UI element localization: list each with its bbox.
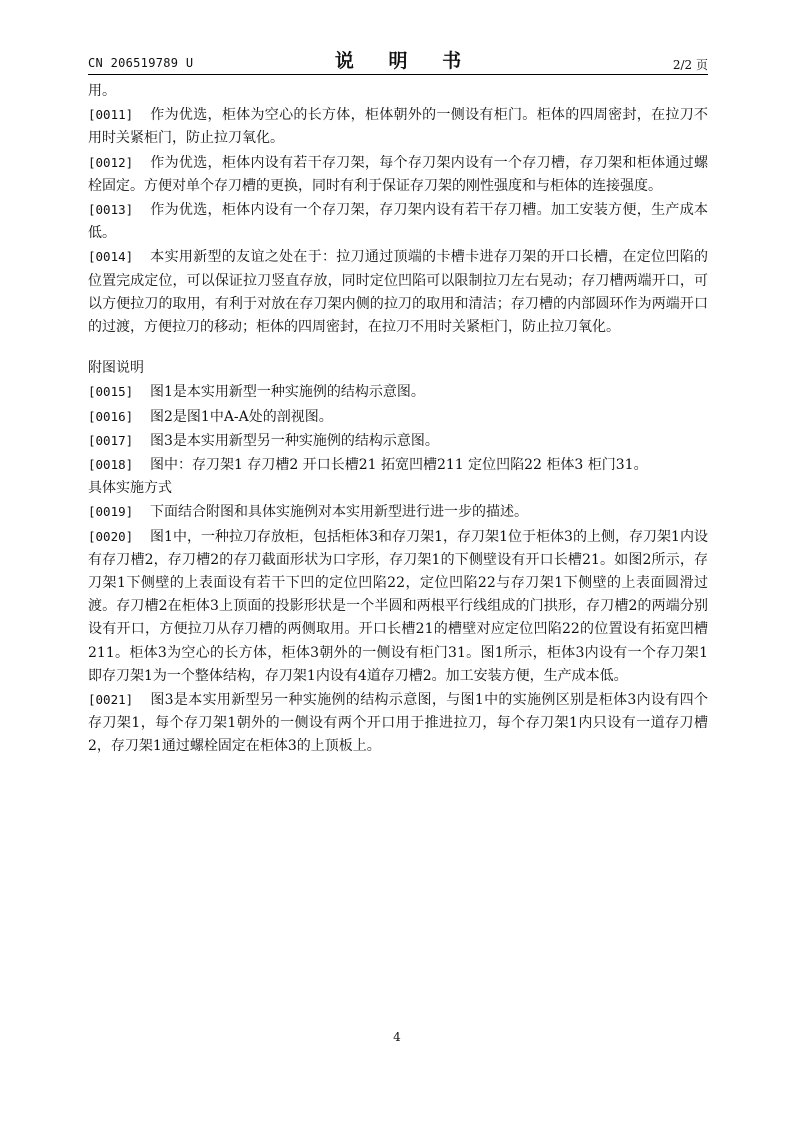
page-indicator: 2/2 页: [672, 58, 708, 72]
paragraph-number: [0021]: [88, 692, 134, 708]
paragraph-number: [0013]: [88, 202, 134, 218]
paragraph-text: 图3是本实用新型另一种实施例的结构示意图。: [150, 432, 439, 449]
continued-line: 用。: [88, 83, 116, 99]
paragraph-text: 图中：存刀架1 存刀槽2 开口长槽21 拓宽凹槽211 定位凹陷22 柜体3 柜门31。: [150, 457, 648, 474]
paragraph-text: 作为优选，柜体内设有一个存刀架，存刀架内设有若干存刀槽。加工安装方便，生产成本低。: [88, 202, 708, 242]
paragraph-number: [0020]: [88, 528, 134, 544]
page-header: [88, 46, 708, 76]
document-body: [88, 80, 708, 759]
paragraph-text: 下面结合附图和具体实施例对本实用新型进行进一步的描述。: [150, 504, 528, 521]
section-heading-figures: 附图说明: [88, 360, 144, 377]
paragraph-number: [0019]: [88, 504, 134, 520]
paragraph: [88, 103, 708, 150]
paragraph-text: 作为优选，柜体为空心的长方体，柜体朝外的一侧设有柜门。柜体的四周密封，在拉刀不用时关紧柜门，防止拉刀氧化。: [88, 107, 708, 147]
paragraph: [88, 688, 708, 759]
paragraph: [88, 405, 708, 429]
paragraph-text: 图1是本实用新型一种实施例的结构示意图。: [150, 384, 425, 401]
header-rule: [88, 74, 708, 75]
section-heading-embodiment: 具体实施方式: [88, 480, 172, 497]
paragraph-text: 图1中，一种拉刀存放柜，包括柜体3和存刀架1，存刀架1位于柜体3的上侧，存刀架1内设有存刀槽2，存刀槽2的存刀截面形状为口字形，存刀架1的下侧壁设有开口长槽21。如图2所示，存刀架1下侧壁的上表面设有若干下凹的定位凹陷22，定位凹陷22与存刀架1下侧壁的上表面圆滑过渡。存刀槽2在柜体3上顶面的投影形状是一个半圆和两根平行线组成的门拱形，存刀槽2的两端分别设有开口，方便拉刀从存刀槽的两侧取用。开口长槽21的槽壁对应定位凹陷22的位置设有拓宽凹槽211。柜体3为空心的长方体，柜体3朝外的一侧设有柜门31。图1所示，柜体3内设有一个存刀架1即存刀架1为一个整体结构，存刀架1内设有4道存刀槽2。加工安装方便，生产成本低。: [88, 528, 708, 684]
paragraph-number: [0017]: [88, 432, 134, 448]
paragraph: [88, 151, 708, 198]
patent-number: CN 206519789 U: [88, 56, 194, 70]
paragraph: [88, 198, 708, 245]
paragraph-number: [0012]: [88, 154, 134, 170]
paragraph: [88, 525, 708, 688]
paragraph: [88, 245, 708, 339]
paragraph: [88, 429, 708, 453]
paragraph-text: 作为优选，柜体内设有若干存刀架，每个存刀架内设有一个存刀槽，存刀架和柜体通过螺栓固定。方便对单个存刀槽的更换，同时有利于保证存刀架的刚性强度和与柜体的连接强度。: [88, 154, 708, 194]
paragraph: [88, 500, 708, 524]
paragraph-text: 图3是本实用新型另一种实施例的结构示意图，与图1中的实施例区别是柜体3内设有四个存刀架1，每个存刀架1朝外的一侧设有两个开口用于推进拉刀，每个存刀架1内只设有一道存刀槽2，存刀架1通过螺栓固定在柜体3的上顶板上。: [88, 692, 708, 755]
paragraph-number: [0011]: [88, 107, 134, 123]
paragraph-number: [0015]: [88, 384, 134, 400]
paragraph-text: 图2是图1中A-A处的剖视图。: [150, 408, 333, 425]
document-title: 说 明 书: [334, 50, 476, 72]
paragraph-number: [0014]: [88, 249, 134, 265]
paragraph-text: 本实用新型的友谊之处在于：拉刀通过顶端的卡槽卡进存刀架的开口长槽，在定位凹陷的位置完成定位，可以保证拉刀竖直存放，同时定位凹陷可以限制拉刀左右晃动；存刀槽两端开口，可以方便拉刀的取用，有利于对放在存刀架内侧的拉刀的取用和清洁；存刀槽的内部圆环作为两端开口的过渡，方便拉刀的移动；柜体的四周密封，在拉刀不用时关紧柜门，防止拉刀氧化。: [88, 249, 708, 336]
paragraph-number: [0018]: [88, 457, 134, 473]
paragraph-number: [0016]: [88, 408, 134, 424]
paragraph: [88, 380, 708, 404]
page-number: 4: [393, 1030, 401, 1044]
paragraph: [88, 453, 708, 477]
